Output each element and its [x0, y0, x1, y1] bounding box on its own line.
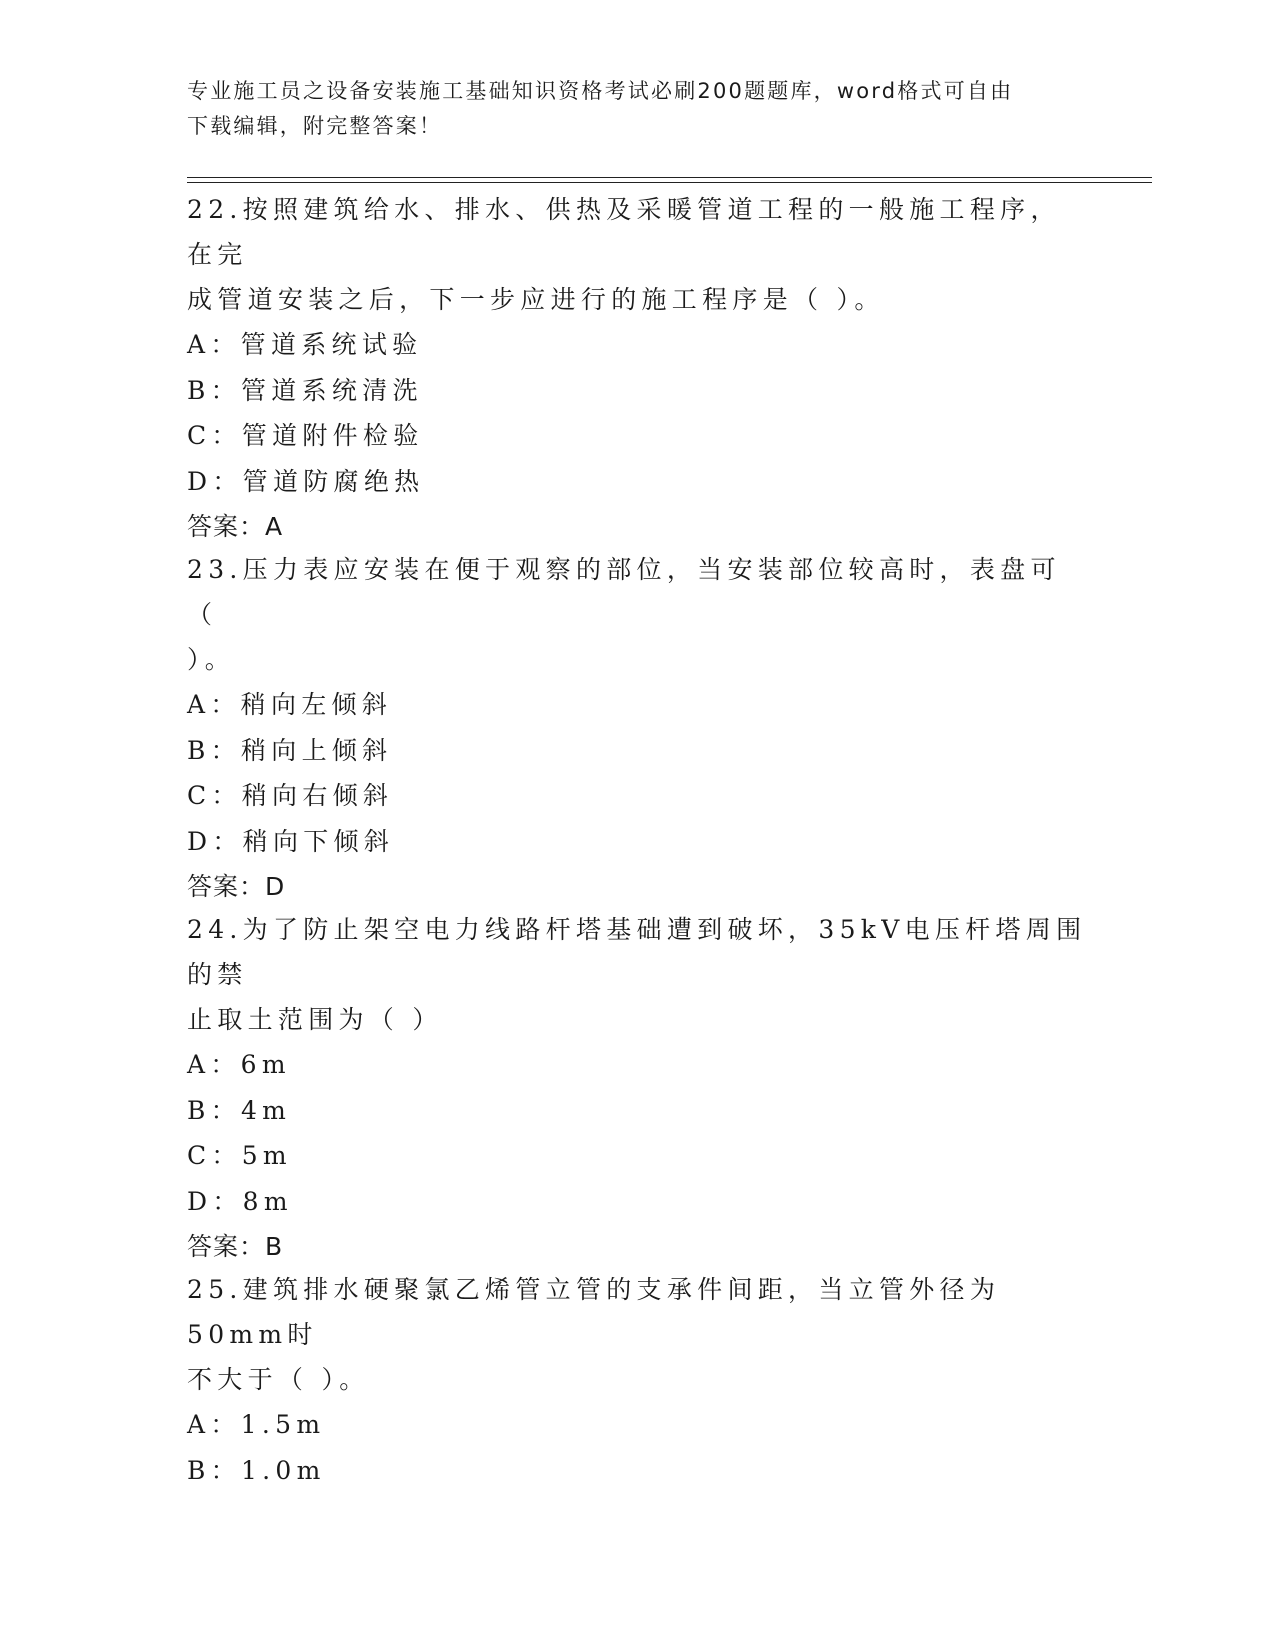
option-a: A：管道系统试验 — [187, 330, 423, 359]
option-a: A：1.5m — [187, 1410, 326, 1439]
question-24 — [187, 907, 1087, 1269]
header-divider-top — [187, 177, 1152, 178]
question-stem-line: ）。 — [187, 645, 236, 674]
option-a: A：稍向左倾斜 — [187, 690, 393, 719]
question-stem-line: 25.建筑排水硬聚氯乙烯管立管的支承件间距，当立管外径为50mm时 — [187, 1275, 1001, 1349]
option-b: B：1.0m — [187, 1455, 326, 1485]
option-a: A：6m — [187, 1050, 291, 1079]
question-stem-line: 止取土范围为（ ） — [187, 1005, 443, 1034]
option-c: C：5m — [187, 1141, 292, 1170]
answer: 答案：A — [187, 512, 284, 541]
question-stem-line: 成管道安装之后，下一步应进行的施工程序是（ ）。 — [187, 285, 885, 314]
question-stem — [187, 187, 1087, 322]
question-23 — [187, 547, 1087, 909]
question-stem — [187, 907, 1087, 1042]
option-d: D：管道防腐绝热 — [187, 466, 425, 496]
question-stem-line: 不大于（ ）。 — [187, 1365, 370, 1394]
answer: 答案：B — [187, 1232, 284, 1261]
question-stem-line: 22.按照建筑给水、排水、供热及采暖管道工程的一般施工程序，在完 — [187, 195, 1061, 269]
option-b: B：4m — [187, 1095, 292, 1125]
question-stem-line: 23.压力表应安装在便于观察的部位，当安装部位较高时，表盘可（ — [187, 555, 1061, 629]
option-d: D：8m — [187, 1186, 293, 1216]
header-divider-bottom — [187, 182, 1152, 183]
option-b: B：管道系统清洗 — [187, 375, 423, 405]
header-line-1: 专业施工员之设备安装施工基础知识资格考试必刷200题题库，word格式可自由 — [187, 79, 1014, 103]
answer: 答案：D — [187, 872, 286, 901]
document-header — [187, 74, 1067, 144]
question-22 — [187, 187, 1087, 549]
question-stem-line: 24.为了防止架空电力线路杆塔基础遭到破坏，35kV电压杆塔周围的禁 — [187, 915, 1087, 989]
question-25 — [187, 1267, 1087, 1493]
option-d: D：稍向下倾斜 — [187, 826, 395, 856]
question-stem — [187, 547, 1087, 682]
option-c: C：稍向右倾斜 — [187, 781, 394, 810]
header-line-2: 下载编辑，附完整答案！ — [187, 114, 443, 138]
question-stem — [187, 1267, 1087, 1402]
option-b: B：稍向上倾斜 — [187, 735, 393, 765]
option-c: C：管道附件检验 — [187, 421, 424, 450]
